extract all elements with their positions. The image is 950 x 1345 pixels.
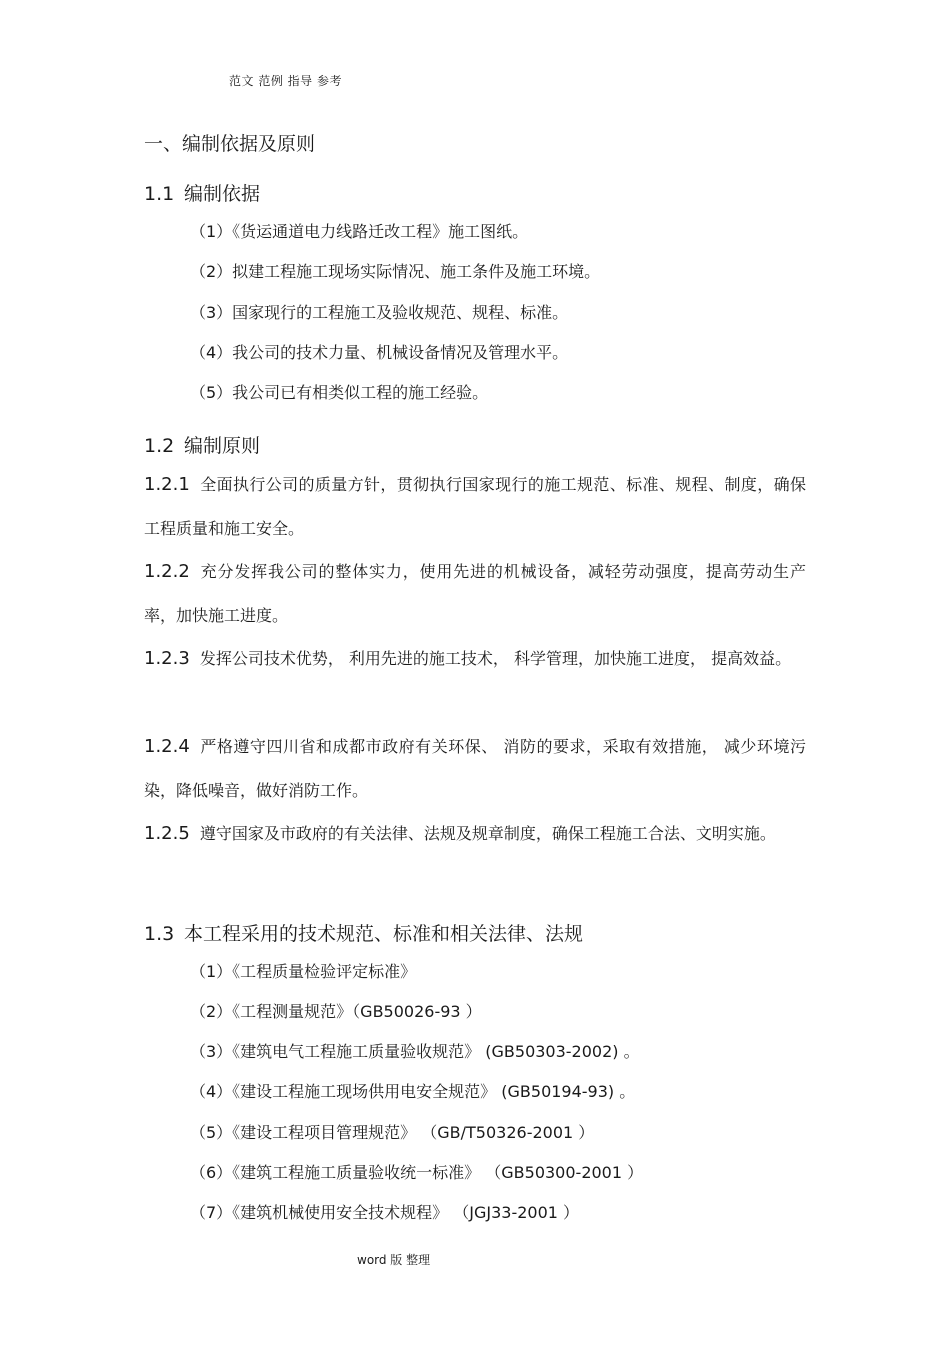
paragraph-number: 1.2.3 — [144, 648, 190, 669]
subsection-title: 本工程采用的技术规范、标准和相关法律、法规 — [184, 923, 584, 945]
paragraph-text: 全面执行公司的质量方针，贯彻执行国家现行的施工规范、标准、规程、制度，确保工程质量和施工安全。 — [144, 475, 806, 538]
subsection-number: 1.3 — [144, 923, 175, 945]
list-item: （1）《工程质量检验评定标准》 — [190, 962, 417, 981]
paragraph-text: 充分发挥我公司的整体实力，使用先进的机械设备，减轻劳动强度，提高劳动生产率，加快施工进度。 — [144, 562, 806, 625]
list-item: （2）拟建工程施工现场实际情况、施工条件及施工环境。 — [190, 262, 601, 281]
list-item: （2）《工程测量规范》（GB50026-93 ） — [190, 1002, 482, 1021]
list-item: （3）国家现行的工程施工及验收规范、规程、标准。 — [190, 303, 569, 322]
list-item: （4）《建设工程施工现场供用电安全规范》 (GB50194-93) 。 — [190, 1082, 636, 1101]
subsection-number: 1.2 — [144, 435, 175, 457]
paragraph-text: 遵守国家及市政府的有关法律、法规及规章制度，确保工程施工合法、文明实施。 — [199, 824, 776, 843]
subsection-heading-1-3 — [144, 919, 583, 946]
list-item: （6）《建筑工程施工质量验收统一标准》 （GB50300-2001 ） — [190, 1163, 644, 1182]
subsection-title: 编制原则 — [184, 435, 261, 457]
paragraph — [144, 637, 806, 681]
list-item: （5）《建设工程项目管理规范》 （GB/T50326-2001 ） — [190, 1123, 595, 1142]
page-header: 范文 范例 指导 参考 — [229, 74, 342, 88]
paragraph-number: 1.2.5 — [144, 823, 190, 844]
paragraph-number: 1.2.2 — [144, 561, 190, 582]
subsection-heading-1-2 — [144, 431, 260, 458]
paragraph-text: 发挥公司技术优势， 利用先进的施工技术， 科学管理，加快施工进度， 提高效益。 — [199, 649, 792, 668]
paragraph-text: 严格遵守四川省和成都市政府有关环保、 消防的要求，采取有效措施， 减少环境污染，降低噪音，做好消防工作。 — [144, 737, 806, 800]
list-item: （7）《建筑机械使用安全技术规程》 （JGJ33-2001 ） — [190, 1203, 580, 1222]
list-item: （3）《建筑电气工程施工质量验收规范》 (GB50303-2002) 。 — [190, 1042, 640, 1061]
paragraph-number: 1.2.1 — [144, 474, 190, 495]
paragraph — [144, 812, 806, 856]
subsection-title: 编制依据 — [184, 183, 261, 205]
subsection-number: 1.1 — [144, 183, 175, 205]
subsection-heading-1-1 — [144, 179, 260, 206]
page-footer: word 版 整理 — [357, 1253, 431, 1267]
paragraph — [144, 463, 806, 551]
paragraph — [144, 725, 806, 813]
list-item: （1）《货运通道电力线路迁改工程》施工图纸。 — [190, 222, 529, 241]
list-item: （4）我公司的技术力量、机械设备情况及管理水平。 — [190, 343, 569, 362]
section-title: 一、编制依据及原则 — [144, 133, 316, 155]
list-item: （5）我公司已有相类似工程的施工经验。 — [190, 383, 489, 402]
paragraph — [144, 550, 806, 638]
paragraph-number: 1.2.4 — [144, 736, 190, 757]
